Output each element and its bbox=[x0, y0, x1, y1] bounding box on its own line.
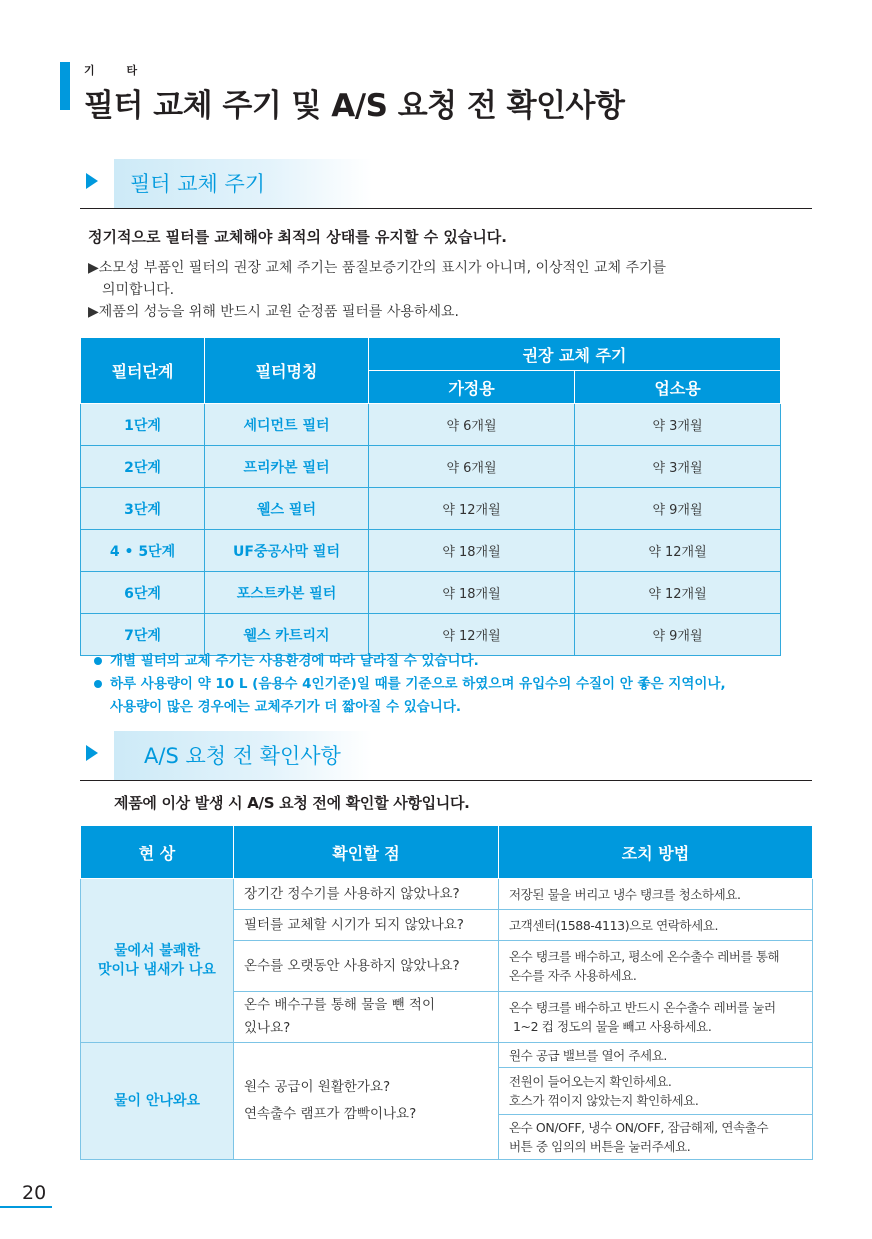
header-filter-name: 필터명칭 bbox=[205, 338, 369, 404]
action-line: 온수 ON/OFF, 냉수 ON/OFF, 잠금해제, 연속출수 bbox=[509, 1120, 769, 1135]
section-heading-label: A/S 요청 전 확인사항 bbox=[144, 744, 341, 768]
check-line: 연속출수 램프가 깜빡이나요? bbox=[244, 1106, 417, 1122]
filter-name-cell: UF중공사막 필터 bbox=[205, 530, 369, 572]
header-home: 가정용 bbox=[369, 371, 575, 404]
section-heading-as-check bbox=[80, 731, 812, 781]
bullet-text: 하루 사용량이 약 10 L (음용수 4인기준)일 때를 기준으로 하였으며 유입수의 수질이 안 좋은 지역이나, bbox=[110, 676, 726, 692]
triangle-arrow-icon bbox=[86, 745, 98, 761]
action-cell: 원수 공급 밸브를 열어 주세요. bbox=[499, 1043, 813, 1068]
action-cell bbox=[499, 1115, 813, 1160]
filter-cycle-table bbox=[80, 337, 781, 656]
action-cell bbox=[499, 941, 813, 992]
home-cycle-cell: 약 12개월 bbox=[369, 488, 575, 530]
filter-intro: 정기적으로 필터를 교체해야 최적의 상태를 유지할 수 있습니다. bbox=[88, 228, 507, 246]
symptom-line: 물에서 불쾌한 bbox=[113, 942, 201, 959]
business-cycle-cell: 약 9개월 bbox=[575, 614, 781, 656]
action-line: 온수 탱크를 배수하고, 평소에 온수출수 레버를 통해 bbox=[509, 949, 780, 964]
bullet-item bbox=[94, 673, 726, 696]
as-check-table bbox=[80, 825, 813, 1160]
triangle-arrow-icon bbox=[86, 173, 98, 189]
action-cell bbox=[499, 992, 813, 1043]
action-line: 온수 탱크를 배수하고 반드시 온수출수 레버를 눌러 bbox=[509, 1000, 776, 1015]
header-action: 조치 방법 bbox=[499, 826, 813, 879]
header-cycle: 권장 교체 주기 bbox=[369, 338, 781, 371]
action-line: 1~2 컵 정도의 물을 빼고 사용하세요. bbox=[513, 1019, 712, 1034]
header-business: 업소용 bbox=[575, 371, 781, 404]
table-row bbox=[81, 879, 813, 910]
bullet-text: 개별 필터의 교체 주기는 사용환경에 따라 달라질 수 있습니다. bbox=[110, 653, 479, 669]
stage-cell: 3단계 bbox=[81, 488, 205, 530]
stage-cell: 6단계 bbox=[81, 572, 205, 614]
filter-name-cell: 프리카본 필터 bbox=[205, 446, 369, 488]
note-line: 의미합니다. bbox=[102, 282, 175, 298]
action-line: 전원이 들어오는지 확인하세요. bbox=[509, 1074, 672, 1089]
table-row bbox=[81, 1043, 813, 1068]
bullet-dot-icon bbox=[94, 657, 102, 665]
filter-name-cell: 웰스 카트리지 bbox=[205, 614, 369, 656]
action-cell: 고객센터(1588-4113)으로 연락하세요. bbox=[499, 910, 813, 941]
filter-notes bbox=[88, 257, 666, 323]
table-row bbox=[81, 446, 781, 488]
filter-name-cell: 세디먼트 필터 bbox=[205, 404, 369, 446]
section-heading-filter-cycle bbox=[80, 159, 812, 209]
action-line: 온수를 자주 사용하세요. bbox=[509, 968, 637, 983]
business-cycle-cell: 약 9개월 bbox=[575, 488, 781, 530]
header-check: 확인할 점 bbox=[234, 826, 499, 879]
action-cell: 저장된 물을 버리고 냉수 탱크를 청소하세요. bbox=[499, 879, 813, 910]
note-line: ▶제품의 성능을 위해 반드시 교원 순정품 필터를 사용하세요. bbox=[88, 304, 459, 320]
stage-cell: 4 • 5단계 bbox=[81, 530, 205, 572]
page-number: 20 bbox=[22, 1182, 47, 1204]
check-line: 원수 공급이 원활한가요? bbox=[244, 1079, 391, 1095]
business-cycle-cell: 약 12개월 bbox=[575, 572, 781, 614]
table-row bbox=[81, 572, 781, 614]
check-cell: 필터를 교체할 시기가 되지 않았나요? bbox=[234, 910, 499, 941]
filter-name-cell: 포스트카본 필터 bbox=[205, 572, 369, 614]
bullet-item bbox=[94, 650, 726, 673]
title-accent-bar bbox=[60, 62, 70, 110]
section-label: 기 타 bbox=[84, 64, 152, 77]
stage-cell: 7단계 bbox=[81, 614, 205, 656]
home-cycle-cell: 약 12개월 bbox=[369, 614, 575, 656]
page-number-rule bbox=[0, 1206, 52, 1208]
home-cycle-cell: 약 18개월 bbox=[369, 572, 575, 614]
bullet-continuation: 사용량이 많은 경우에는 교체주기가 더 짧아질 수 있습니다. bbox=[110, 699, 462, 715]
symptom-line: 맛이나 냄새가 나요 bbox=[98, 961, 216, 978]
symptom-cell bbox=[81, 879, 234, 1043]
header-stage: 필터단계 bbox=[81, 338, 205, 404]
business-cycle-cell: 약 3개월 bbox=[575, 446, 781, 488]
check-cell: 장기간 정수기를 사용하지 않았나요? bbox=[234, 879, 499, 910]
table-row bbox=[81, 488, 781, 530]
business-cycle-cell: 약 12개월 bbox=[575, 530, 781, 572]
stage-cell: 1단계 bbox=[81, 404, 205, 446]
check-cell bbox=[234, 1043, 499, 1160]
home-cycle-cell: 약 6개월 bbox=[369, 404, 575, 446]
section-heading-label: 필터 교체 주기 bbox=[130, 172, 266, 196]
stage-cell: 2단계 bbox=[81, 446, 205, 488]
header-symptom: 현 상 bbox=[81, 826, 234, 879]
action-line: 호스가 꺾이지 않았는지 확인하세요. bbox=[509, 1093, 699, 1108]
check-line: 있나요? bbox=[244, 1020, 291, 1036]
page-title: 필터 교체 주기 및 A/S 요청 전 확인사항 bbox=[84, 88, 625, 124]
action-line: 버튼 중 임의의 버튼을 눌러주세요. bbox=[509, 1139, 691, 1154]
action-cell bbox=[499, 1068, 813, 1115]
home-cycle-cell: 약 18개월 bbox=[369, 530, 575, 572]
table-row bbox=[81, 404, 781, 446]
check-line: 온수 배수구를 통해 물을 뺀 적이 bbox=[244, 997, 435, 1013]
business-cycle-cell: 약 3개월 bbox=[575, 404, 781, 446]
symptom-cell: 물이 안나와요 bbox=[81, 1043, 234, 1160]
filter-bullets bbox=[94, 650, 726, 719]
check-cell bbox=[234, 992, 499, 1043]
check-cell: 온수를 오랫동안 사용하지 않았나요? bbox=[234, 941, 499, 992]
filter-name-cell: 웰스 필터 bbox=[205, 488, 369, 530]
bullet-dot-icon bbox=[94, 680, 102, 688]
as-intro: 제품에 이상 발생 시 A/S 요청 전에 확인할 사항입니다. bbox=[114, 794, 470, 812]
home-cycle-cell: 약 6개월 bbox=[369, 446, 575, 488]
table-row bbox=[81, 530, 781, 572]
note-line: ▶소모성 부품인 필터의 권장 교체 주기는 품질보증기간의 표시가 아니며, 이상적인 교체 주기를 bbox=[88, 260, 667, 276]
